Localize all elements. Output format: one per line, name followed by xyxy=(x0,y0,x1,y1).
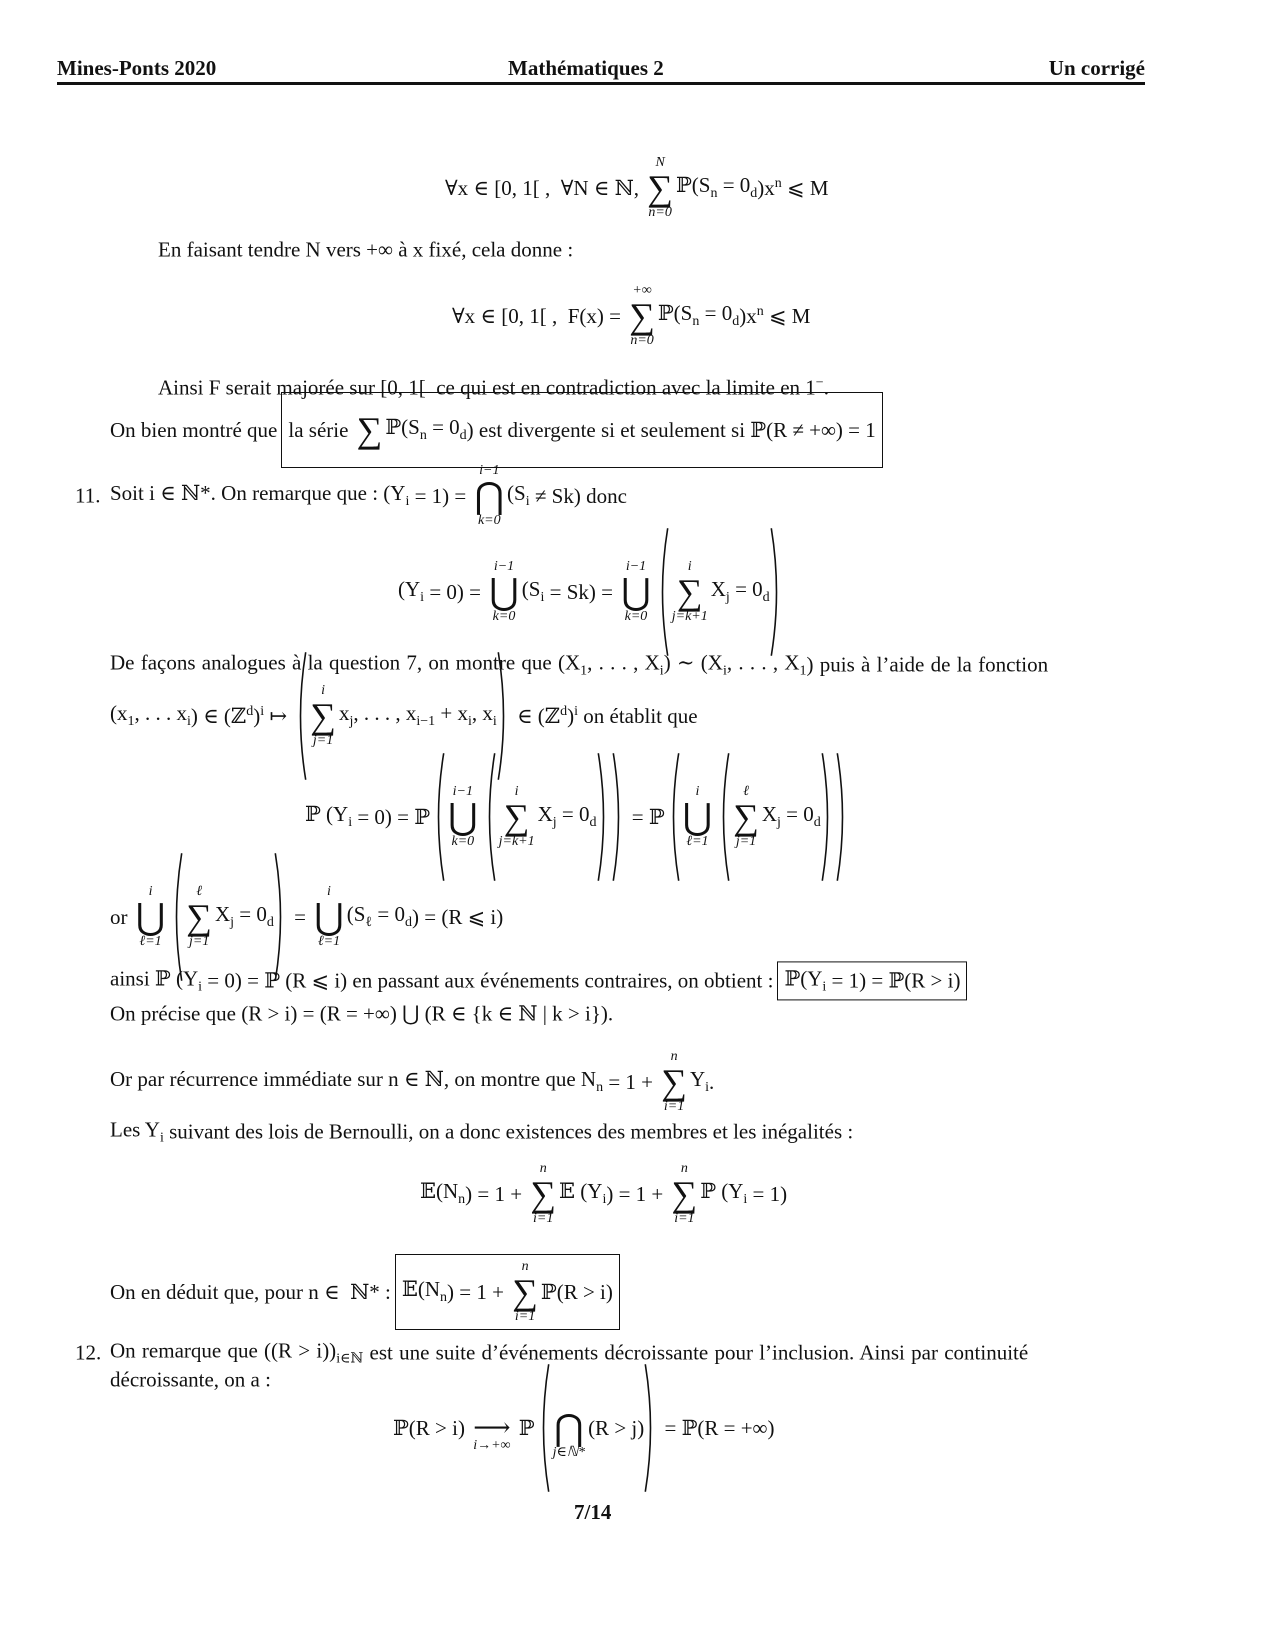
math-text: ($Y_i$ xyxy=(398,577,425,606)
subscript: d xyxy=(813,815,821,831)
big-operator xyxy=(475,463,505,529)
operator-lower-limit: j=1 xyxy=(735,834,757,849)
math-text: (R > j) xyxy=(588,1415,645,1440)
operator-symbol: ⋃ xyxy=(448,797,478,837)
superscript: i xyxy=(574,703,579,719)
math-text: ) puis à l’aide de la fonction xyxy=(806,652,1049,677)
operator-lower-limit: k=0 xyxy=(451,834,475,849)
big-operator xyxy=(647,155,673,221)
subscript: i xyxy=(492,714,497,730)
math-text: Soit i ∈ ℕ*. On remarque que : ($Y_i$ xyxy=(110,481,410,510)
boxed-result-Yi xyxy=(110,961,967,1000)
math-text: = $0_d$ xyxy=(729,577,770,606)
operator-symbol: ∑ xyxy=(733,797,759,837)
header-right: Un corrigé xyxy=(1048,56,1145,80)
math-text: $ℙ(S_n$ xyxy=(675,173,718,202)
math-text: = 1 + xyxy=(603,1069,659,1094)
operator-symbol: ∑ xyxy=(512,1272,538,1312)
math-text: ) est divergente si et seulement si ℙ(R ≠ +∞) = 1 xyxy=(466,417,876,442)
paragraph-precision xyxy=(110,1002,613,1027)
math-text: ) = 1 + xyxy=(447,1279,510,1304)
operator-upper-limit: i xyxy=(327,884,331,899)
math-text: décroissante, on a : xyxy=(110,1367,271,1392)
operator-upper-limit: i xyxy=(695,784,700,799)
operator-symbol: ∑ xyxy=(661,1062,687,1102)
math-text: = Sk) = xyxy=(544,579,619,604)
subscript: i xyxy=(420,590,425,606)
operator-symbol: ∑ xyxy=(356,410,383,450)
paragraph-recurrence xyxy=(110,1049,714,1115)
operator-lower-limit: j∈ℕ* xyxy=(552,1445,586,1460)
parenthesized-group xyxy=(717,752,834,882)
equation-F-bound xyxy=(452,283,810,349)
paragraph-q12-continued xyxy=(110,1368,271,1393)
operator-upper-limit: ℓ xyxy=(743,784,749,799)
math-text: ⩽ M xyxy=(781,175,829,200)
math-text: ℙ xyxy=(513,1415,535,1440)
math-text: = $0_d$ xyxy=(234,902,274,931)
math-text: ℙ ($Y_i$ xyxy=(700,1179,748,1208)
subscript: j xyxy=(725,590,730,606)
big-operator xyxy=(499,784,535,850)
math-text: ($S_i$ xyxy=(521,577,545,606)
boxed-result xyxy=(395,1254,620,1330)
math-text: ) = (R ⩽ i) xyxy=(411,904,504,929)
big-operator xyxy=(357,397,383,463)
operator-lower-limit: n=0 xyxy=(648,205,672,220)
math-text: ≠ Sk) donc xyxy=(529,483,627,508)
math-text: )$x^n$ xyxy=(739,303,764,328)
subscript: i−1 xyxy=(416,714,436,730)
operator-lower-limit: i=1 xyxy=(663,1099,685,1114)
subscript: d xyxy=(459,428,467,444)
big-operator xyxy=(672,1161,698,1227)
math-text: On en déduit que, pour n ∈ ℕ* : xyxy=(110,1279,391,1304)
subscript: n xyxy=(710,186,718,202)
operator-upper-limit: +∞ xyxy=(632,283,652,298)
parenthesized-group xyxy=(656,527,783,657)
operator-symbol: ⋃ xyxy=(489,572,519,612)
math-text: = $0_d$ xyxy=(556,802,597,831)
superscript: n xyxy=(774,175,782,191)
question-number-12: 12. xyxy=(75,1340,102,1365)
big-operator xyxy=(553,1395,585,1461)
big-operator xyxy=(530,1161,556,1227)
math-text: ↦ xyxy=(264,703,293,728)
operator-upper-limit: i−1 xyxy=(479,463,500,478)
right-paren xyxy=(770,527,783,657)
math-text: ($S_i$ xyxy=(507,481,530,510)
math-text: )$^i$ xyxy=(567,703,579,728)
operator-lower-limit: j=k+1 xyxy=(498,834,535,849)
math-text: , . . . $x_i$ xyxy=(134,701,191,730)
parenthesized-group xyxy=(537,1363,658,1493)
math-text: Ainsi F serait majorée sur [0, 1[ ce qui est en contradiction avec la limite en 1− xyxy=(158,375,824,400)
operator-upper-limit: i xyxy=(687,559,692,574)
left-paren xyxy=(537,1363,550,1493)
math-text: $ℙ(Y_i$ xyxy=(784,966,827,995)
group-content xyxy=(496,752,597,882)
operator-upper-limit: n xyxy=(539,1161,547,1176)
operator-lower-limit: ℓ=1 xyxy=(686,834,709,849)
math-text: ℙ(R > i) xyxy=(540,1279,613,1304)
math-text: $𝔼(N_n$ xyxy=(401,1277,448,1306)
math-text: = $0_d$ xyxy=(426,415,467,444)
operator-symbol: ⋂ xyxy=(554,1408,584,1448)
right-paren xyxy=(612,752,625,882)
boxed-result-divergence xyxy=(110,392,883,468)
operator-lower-limit: j=k+1 xyxy=(671,609,708,624)
operator-symbol: ∑ xyxy=(186,897,212,937)
subscript: i xyxy=(602,1192,607,1208)
subscript: i∈ℕ xyxy=(336,1351,364,1367)
operator-symbol: ⋃ xyxy=(682,797,713,837)
operator-symbol: ⋂ xyxy=(474,476,505,516)
subscript: j xyxy=(552,815,557,831)
subscript: i xyxy=(743,1192,748,1208)
math-text: $X_j$ xyxy=(761,802,781,831)
subscript: i xyxy=(705,1080,709,1096)
operator-lower-limit: i=1 xyxy=(674,1211,695,1226)
operator-upper-limit: i xyxy=(321,683,326,698)
operator-upper-limit: n xyxy=(521,1259,529,1274)
math-text: ℙ ($Y_i$ xyxy=(305,802,353,831)
parenthesized-group xyxy=(667,752,849,882)
math-text: la série xyxy=(288,417,354,442)
subscript: 1 xyxy=(799,663,807,679)
math-text: , $x_i$ xyxy=(471,701,497,730)
big-operator xyxy=(448,784,478,850)
operator-symbol: ∑ xyxy=(503,797,530,837)
subscript: n xyxy=(596,1080,604,1096)
math-text: )$^i$ xyxy=(253,703,265,728)
math-text: )$x^n$ xyxy=(757,175,782,200)
operator-symbol: ∑ xyxy=(530,1174,557,1214)
right-paren xyxy=(644,1363,657,1493)
math-text: De façons analogues à la question 7, on montre que ($X_1$ xyxy=(110,650,588,679)
math-text: On précise que (R > i) = (R = +∞) ⋃ (R ∈ {k ∈ ℕ | k > i}). xyxy=(110,1001,614,1026)
page-number: 7/14 xyxy=(574,1500,612,1524)
math-text: On remarque que $((R > i))_{i\in ℕ}$ xyxy=(110,1338,364,1367)
math-text: . xyxy=(709,1069,715,1094)
math-text: ∈ (ℤ$^d$ xyxy=(511,703,568,728)
math-text: ∀x ∈ [0, 1[ , F(x) = xyxy=(452,303,627,328)
math-text: $X_j$ xyxy=(710,577,730,606)
math-text: ∀x ∈ [0, 1[ , ∀N ∈ ℕ, xyxy=(445,175,645,200)
operator-lower-limit: ℓ=1 xyxy=(139,934,162,949)
math-text: $Y_i$ xyxy=(689,1067,709,1096)
operator-upper-limit: i−1 xyxy=(625,559,647,574)
subscript: 1 xyxy=(580,663,588,679)
math-text: suivant des lois de Bernoulli, on a donc existences des membres et les inégalités : xyxy=(163,1119,854,1144)
right-paren xyxy=(836,752,849,882)
subscript: d xyxy=(750,186,758,202)
subscript: j xyxy=(349,714,354,730)
big-operator xyxy=(683,784,713,850)
left-paren xyxy=(656,527,669,657)
superscript: − xyxy=(815,375,824,391)
subscript: n xyxy=(419,428,427,444)
math-text: or xyxy=(110,904,133,929)
superscript: i xyxy=(260,703,265,719)
math-text: ($x_1$ xyxy=(110,701,135,730)
left-paren xyxy=(717,752,730,882)
math-text: $ℙ(S_n$ xyxy=(385,415,427,444)
operator-upper-limit: n xyxy=(670,1049,678,1064)
math-text: = ℙ(R = +∞) xyxy=(659,1415,775,1440)
subscript: j xyxy=(230,915,235,931)
math-text: = 1) xyxy=(747,1181,788,1206)
math-text: = 1) = ℙ(R > i) xyxy=(826,968,961,993)
math-text: = ℙ xyxy=(626,804,665,829)
header-left: Mines-Ponts 2020 xyxy=(57,56,217,80)
operator-lower-limit: j=1 xyxy=(312,733,334,748)
operator-lower-limit: k=0 xyxy=(624,609,648,624)
math-text: $ℙ(S_n$ xyxy=(657,301,700,330)
group-content xyxy=(669,527,770,657)
subscript: i xyxy=(659,663,664,679)
math-text: , . . . , $x_{i-1}$ xyxy=(353,701,436,730)
subscript: d xyxy=(762,590,770,606)
operator-symbol: ⋃ xyxy=(621,572,651,612)
left-paren xyxy=(667,752,680,882)
math-text: = xyxy=(288,904,312,929)
header-center: Mathématiques 2 xyxy=(508,56,664,80)
math-text: . xyxy=(823,375,829,400)
math-text: ) ∈ (ℤ$^d$ xyxy=(190,703,254,728)
math-text: On bien montré que xyxy=(110,417,278,442)
operator-lower-limit: i=1 xyxy=(514,1309,536,1324)
operator-symbol: ∑ xyxy=(629,296,655,336)
math-text: Les $Y_i$ xyxy=(110,1117,164,1146)
operator-symbol: ∑ xyxy=(676,572,703,612)
subscript: i xyxy=(722,663,727,679)
subscript: d xyxy=(404,915,412,931)
big-operator xyxy=(672,559,708,625)
math-text: = $0_d$ xyxy=(372,902,412,931)
subscript: i xyxy=(198,979,203,995)
math-text: ℙ(R > i) xyxy=(393,1415,471,1440)
math-text: est une suite d’événements décroissante pour l’inclusion. Ainsi par continuité xyxy=(363,1340,1029,1365)
subscript: d xyxy=(732,314,740,330)
group-content xyxy=(550,1363,645,1493)
operator-upper-limit: i xyxy=(148,884,153,899)
operator-upper-limit: n xyxy=(680,1161,688,1176)
paragraph-q11-intro xyxy=(110,463,627,529)
math-text: $𝔼(N_n$ xyxy=(420,1179,466,1208)
big-operator xyxy=(621,559,651,625)
paragraph-limit xyxy=(158,238,573,263)
math-text: , . . . , $X_i$ xyxy=(587,650,664,679)
math-text: , . . . , $X_1$ xyxy=(726,650,807,679)
math-text: = $0_d$ xyxy=(780,802,821,831)
operator-lower-limit: j=1 xyxy=(188,934,210,949)
math-text: $x_j$ xyxy=(338,701,354,730)
equation-partial-sum-bound xyxy=(445,155,829,221)
big-operator xyxy=(310,683,336,749)
big-operator xyxy=(136,884,166,950)
subscript: 1 xyxy=(127,714,135,730)
math-text: $X_j$ xyxy=(214,902,235,931)
boxed-result-expectation xyxy=(110,1254,620,1330)
subscript: d xyxy=(266,915,274,931)
limit-arrow xyxy=(473,1402,510,1454)
math-text: = 0) = ℙ (R ⩽ i) en passant aux événements contraires, on obtient : xyxy=(202,968,774,993)
operator-upper-limit: N xyxy=(655,155,665,170)
math-text: = 1) = xyxy=(409,483,472,508)
operator-lower-limit: i=1 xyxy=(533,1211,554,1226)
subscript: n xyxy=(692,314,700,330)
subscript: ℓ xyxy=(365,915,373,931)
right-paren xyxy=(821,752,834,882)
subscript: i xyxy=(187,714,191,730)
boxed-result xyxy=(777,961,967,1000)
math-text: ainsi ℙ ($Y_i$ xyxy=(110,966,203,995)
operator-lower-limit: k=0 xyxy=(492,609,516,624)
group-content xyxy=(680,752,836,882)
big-operator xyxy=(314,884,344,950)
big-operator xyxy=(512,1259,538,1325)
operator-lower-limit: k=0 xyxy=(477,513,501,528)
subscript: i xyxy=(348,815,353,831)
operator-upper-limit: i xyxy=(514,784,519,799)
operator-upper-limit: i−1 xyxy=(493,559,515,574)
subscript: j xyxy=(777,815,781,831)
math-text: ) = 1 + xyxy=(465,1181,528,1206)
operator-symbol: ∑ xyxy=(671,1174,698,1214)
operator-lower-limit: ℓ=1 xyxy=(317,934,341,949)
superscript: d xyxy=(246,703,254,719)
equation-expectation xyxy=(420,1161,787,1227)
subscript: i xyxy=(159,1130,164,1146)
equation-continuity-limit xyxy=(393,1363,775,1493)
subscript: i xyxy=(525,494,530,510)
group-content xyxy=(730,752,821,882)
math-text: ($S_\ell$ xyxy=(346,902,373,931)
equation-Yi-zero xyxy=(398,527,785,657)
boxed-result xyxy=(281,392,882,468)
operator-symbol: ⟶ xyxy=(473,1413,511,1442)
math-text: = $0_d$ xyxy=(699,301,740,330)
math-text: ) ∼ ($X_i$ xyxy=(663,650,727,679)
big-operator xyxy=(661,1049,687,1115)
math-text: ) = 1 + xyxy=(606,1181,669,1206)
subscript: i xyxy=(467,714,472,730)
superscript: n xyxy=(756,303,764,319)
subscript: i xyxy=(405,494,410,510)
operator-symbol: ⋃ xyxy=(135,897,166,937)
operator-symbol: ∑ xyxy=(310,696,336,736)
big-operator xyxy=(629,283,655,349)
math-text: ⩽ M xyxy=(763,303,811,328)
math-text: En faisant tendre N vers +∞ à x fixé, cela donne : xyxy=(158,237,574,262)
subscript: i xyxy=(540,590,545,606)
operator-upper-limit: ℓ xyxy=(196,884,203,899)
math-text: Or par récurrence immédiate sur n ∈ ℕ, on montre que $N_n$ xyxy=(110,1067,604,1096)
math-text: = 0) = ℙ xyxy=(352,804,431,829)
math-text: + $x_i$ xyxy=(435,701,472,730)
math-text: $X_j$ xyxy=(537,802,557,831)
math-text: = 0) = xyxy=(424,579,487,604)
header-rule xyxy=(57,82,1145,85)
operator-lower-limit: n=0 xyxy=(630,333,654,348)
subscript: n xyxy=(440,1290,448,1306)
math-text: on établit que xyxy=(578,703,698,728)
right-paren xyxy=(597,752,610,882)
big-operator xyxy=(186,884,212,950)
operator-lower-limit: i→+∞ xyxy=(473,1438,511,1453)
subscript: n xyxy=(458,1192,466,1208)
subscript: i xyxy=(822,979,827,995)
big-operator xyxy=(733,784,759,850)
operator-symbol: ⋃ xyxy=(314,897,344,937)
subscript: d xyxy=(589,815,597,831)
math-text: 𝔼 ($Y_i$ xyxy=(559,1179,607,1208)
operator-symbol: ∑ xyxy=(647,168,673,208)
operator-upper-limit: i−1 xyxy=(452,784,474,799)
paragraph-bernoulli xyxy=(110,1117,853,1146)
big-operator xyxy=(489,559,519,625)
math-text: = $0_d$ xyxy=(717,173,758,202)
superscript: d xyxy=(560,703,568,719)
question-number-11: 11. xyxy=(75,483,101,508)
